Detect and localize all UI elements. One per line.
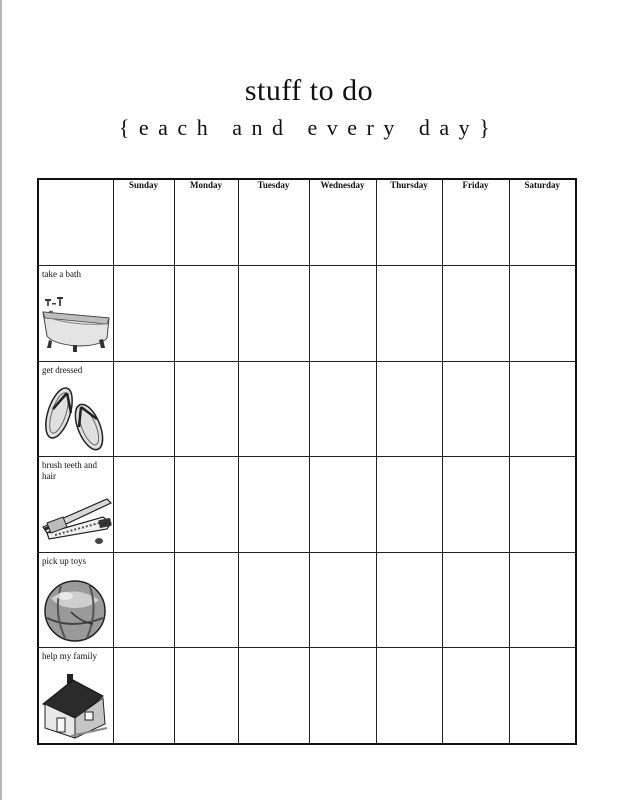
checkbox-cell[interactable]	[113, 457, 174, 553]
toothbrush-icon	[41, 493, 113, 549]
task-row-brush	[38, 457, 576, 553]
task-row-toys	[38, 552, 576, 648]
checkbox-cell[interactable]	[509, 457, 576, 553]
checkbox-cell[interactable]	[442, 361, 509, 457]
checkbox-cell[interactable]	[376, 266, 442, 362]
flip-flops-icon	[41, 383, 113, 453]
day-header-tuesday: Tuesday	[238, 179, 309, 266]
checkbox-cell[interactable]	[509, 552, 576, 648]
checkbox-cell[interactable]	[113, 648, 174, 744]
ball-icon	[41, 578, 109, 644]
checkbox-cell[interactable]	[509, 361, 576, 457]
checkbox-cell[interactable]	[113, 266, 174, 362]
checkbox-cell[interactable]	[509, 266, 576, 362]
task-cell-toys	[38, 552, 113, 648]
checkbox-cell[interactable]	[309, 457, 376, 553]
checkbox-cell[interactable]	[113, 361, 174, 457]
day-header-thursday: Thursday	[376, 179, 442, 266]
checkbox-cell[interactable]	[238, 552, 309, 648]
day-header-monday: Monday	[174, 179, 238, 266]
task-cell-family	[38, 648, 113, 744]
day-header-row	[38, 179, 576, 266]
day-header-friday: Friday	[442, 179, 509, 266]
checkbox-cell[interactable]	[238, 361, 309, 457]
task-label: get dressed	[42, 364, 83, 375]
task-cell-brush	[38, 457, 113, 553]
task-cell-bath	[38, 266, 113, 362]
checkbox-cell[interactable]	[238, 457, 309, 553]
day-header-saturday: Saturday	[509, 179, 576, 266]
checkbox-cell[interactable]	[376, 457, 442, 553]
task-label: brush teeth and hair	[42, 460, 97, 482]
checkbox-cell[interactable]	[238, 648, 309, 744]
checkbox-cell[interactable]	[309, 361, 376, 457]
checkbox-cell[interactable]	[309, 648, 376, 744]
checkbox-cell[interactable]	[309, 552, 376, 648]
checkbox-cell[interactable]	[174, 361, 238, 457]
house-icon	[41, 672, 111, 740]
checkbox-cell[interactable]	[376, 648, 442, 744]
task-label: pick up toys	[42, 555, 86, 566]
task-row-family	[38, 648, 576, 744]
checkbox-cell[interactable]	[174, 457, 238, 553]
checkbox-cell[interactable]	[376, 361, 442, 457]
checkbox-cell[interactable]	[509, 648, 576, 744]
task-label: help my family	[42, 651, 97, 662]
task-cell-dressed	[38, 361, 113, 457]
checkbox-cell[interactable]	[238, 266, 309, 362]
checkbox-cell[interactable]	[442, 648, 509, 744]
checkbox-cell[interactable]	[376, 552, 442, 648]
checkbox-cell[interactable]	[174, 552, 238, 648]
task-row-dressed	[38, 361, 576, 457]
task-label: take a bath	[42, 269, 81, 280]
page-subtitle: {each and every day}	[118, 115, 500, 140]
day-header-sunday: Sunday	[113, 179, 174, 266]
checkbox-cell[interactable]	[174, 266, 238, 362]
header-corner-cell	[38, 179, 113, 266]
checkbox-cell[interactable]	[174, 648, 238, 744]
day-header-wednesday: Wednesday	[309, 179, 376, 266]
bathtub-icon	[41, 296, 113, 358]
checkbox-cell[interactable]	[442, 266, 509, 362]
checkbox-cell[interactable]	[309, 266, 376, 362]
task-row-bath	[38, 266, 576, 362]
checkbox-cell[interactable]	[113, 552, 174, 648]
page-title: stuff to do	[244, 74, 374, 107]
checkbox-cell[interactable]	[442, 457, 509, 553]
checkbox-cell[interactable]	[442, 552, 509, 648]
chore-chart-table	[37, 178, 577, 745]
